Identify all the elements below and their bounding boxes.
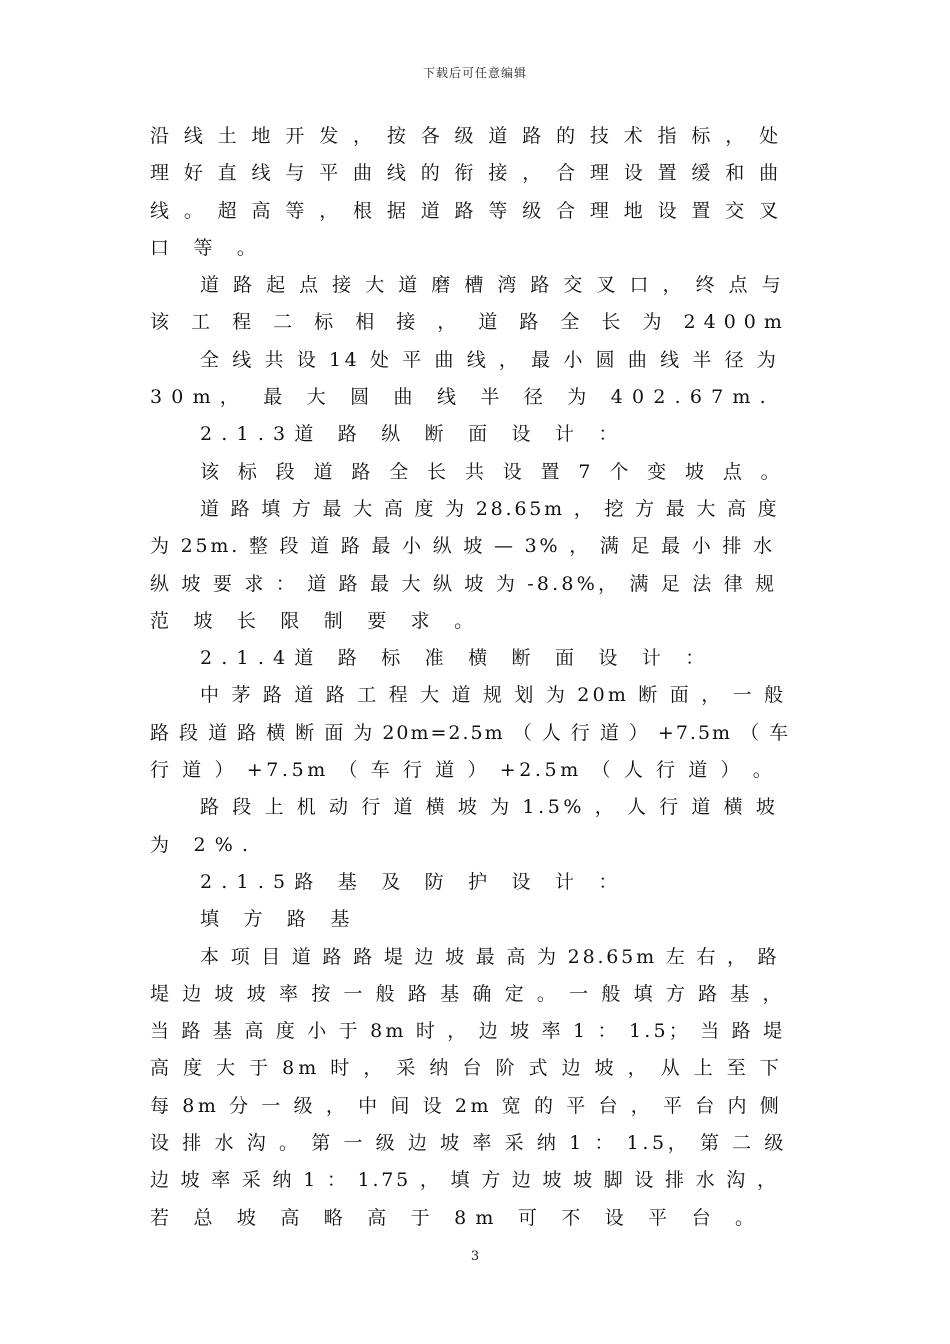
text-line: 2.1.3道 路 纵 断 面 设 计 ： [200,423,627,446]
text-line: 中 茅 路 道 路 工 程 大 道 规 划 为 20m 断 面 ， 一 般 [200,684,787,707]
text-line: 本 项 目 道 路 路 堤 边 坡 最 高 为 28.65m 左 右 ， 路 [200,945,780,968]
document-body [150,118,790,1237]
text-line: 为 2%. [150,833,258,856]
text-line: 沿 线 土 地 开 发 ， 按 各 级 道 路 的 技 术 指 标 ， 处 [150,125,783,147]
text-line: 理 好 直 线 与 平 曲 线 的 衔 接 ， 合 理 设 置 缓 和 曲 [150,162,783,185]
text-line: 该 工 程 二 标 相 接 ， 道 路 全 长 为 2400m [150,311,790,334]
text-line: 口 等 。 [150,236,266,259]
text-line: 范 坡 长 限 制 要 求 。 [150,609,483,632]
text-line: 道 路 填 方 最 大 高 度 为 28.65m ， 挖 方 最 大 高 度 [200,497,780,520]
text-line: 当 路 基 高 度 小 于 8m 时 ， 边 坡 率 1 ： 1.5； 当 路 堤 [150,1020,786,1043]
text-line: 2.1.4道 路 标 准 横 断 面 设 计 ： [200,647,714,670]
text-line: 设 排 水 沟 。 第 一 级 边 坡 率 采 纳 1 ： 1.5， 第 二 级 [150,1132,788,1155]
text-line: 该 标 段 道 路 全 长 共 设 置 7 个 变 坡 点 。 [200,460,787,483]
text-line: 边 坡 率 采 纳 1 ： 1.75 ， 填 方 边 坡 坡 脚 设 排 水 沟 ， [150,1169,779,1192]
text-line: 线 。 超 高 等 ， 根 据 道 路 等 级 合 理 地 设 置 交 叉 [150,199,783,222]
text-line: 堤 边 坡 坡 率 按 一 般 路 基 确 定 。 一 般 填 方 路 基 ， [150,982,786,1005]
text-line: 2.1.5路 基 及 防 护 设 计 ： [200,870,627,893]
text-line: 行 道 ） +7.5m （ 车 行 道 ） +2.5m （ 人 行 道 ） 。 [150,759,776,782]
text-line: 填 方 路 基 [200,908,359,931]
text-line: 30m， 最 大 圆 曲 线 半 径 为 402.67m. [150,386,775,409]
text-line: 路 段 道 路 横 断 面 为 20m=2.5m （ 人 行 道 ） +7.5m （ 车 [150,721,791,744]
text-line: 高 度 大 于 8m 时 ， 采 纳 台 阶 式 边 坡 ， 从 上 至 下 [150,1057,783,1080]
text-line: 路 段 上 机 动 行 道 横 坡 为 1.5% ， 人 行 道 横 坡 [200,796,779,819]
text-line: 纵 坡 要 求 ： 道 路 最 大 纵 坡 为 -8.8%， 满 足 法 律 规 [150,572,778,595]
text-line: 道 路 起 点 接 大 道 磨 槽 湾 路 交 叉 口 ， 终 点 与 [200,274,785,297]
page-number: 3 [470,1249,480,1264]
page-header: 下载后可任意编辑 [422,66,527,80]
text-line: 全 线 共 设 14 处 平 曲 线 ， 最 小 圆 曲 线 半 径 为 [200,348,780,371]
text-line: 每 8m 分 一 级 ， 中 间 设 2m 宽 的 平 台 ， 平 台 内 侧 [150,1094,783,1117]
text-line: 若 总 坡 高 略 高 于 8m 可 不 设 平 台 。 [150,1206,764,1229]
text-line: 为 25m. 整 段 道 路 最 小 纵 坡 — 3% ， 满 足 最 小 排 水 [150,535,775,558]
